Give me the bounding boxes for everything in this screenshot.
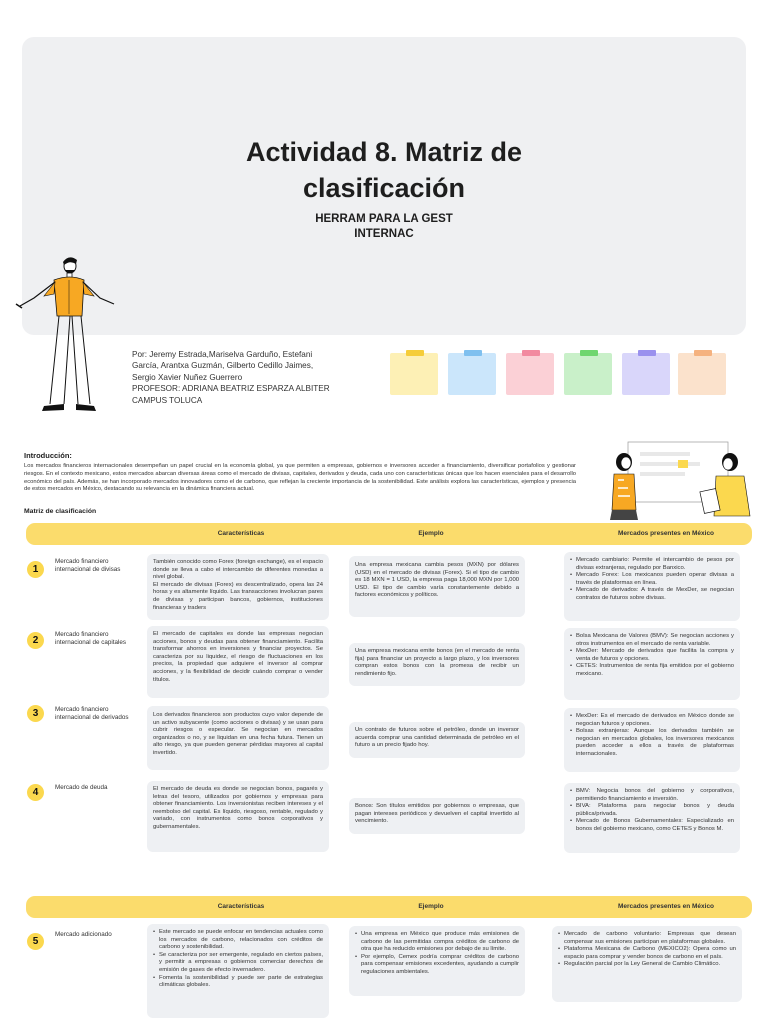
- row-name: Mercado de deuda: [55, 784, 108, 791]
- list-item: • Fomenta la sostenibilidad y puede ser parte de estrategias climáticas globales.: [153, 975, 323, 990]
- cell-caracteristicas: También conocido como Forex (foreign exchange), es el espacio donde se lleva a cabo el intercambio de diferentes monedas a nivel global. El mercado de divisas (Forex) es descentralizado, opera las 24 horas y es altamente líquido. Las transacciones involucran pares de divisas y participan bancos, gobiernos, instituciones financieras y traders: [147, 554, 329, 620]
- list-item: • Mercado cambiario: Permite el intercambio de pesos por divisas extranjeras, regulado por Banxico.: [570, 557, 734, 572]
- row-name: Mercado financiero internacional de derivados: [55, 706, 129, 722]
- standing-man-illustration: [14, 254, 124, 416]
- row-number-badge: 2: [27, 632, 44, 649]
- cell-ejemplo: Una empresa mexicana emite bonos (en el mercado de renta fija) para financiar un proyecto a largo plazo, y los inversores compran estos bonos con la promesa de recibir un rendimiento fijo.: [349, 643, 525, 686]
- list-item: • MexDer: Mercado de derivados que facilita la compra y venta de futuros y opciones.: [570, 648, 734, 663]
- list-item: • Bolsa Mexicana de Valores (BMV): Se negocian acciones y otros instrumentos en el mercado de renta variable.: [570, 633, 734, 648]
- cell-caracteristicas: El mercado de deuda es donde se negocian bonos, pagarés y letras del tesoro, utilizados por gobiernos y empresas para obtener financiamiento. Los inversionistas reciben intereses y el reembolso del capital. Es líquido, riesgoso, rentable, regulado y variado, con instrumentos como bonos corporativos y gubernamentales.: [147, 781, 329, 852]
- page-title: Actividad 8. Matriz de clasificación: [245, 137, 523, 203]
- matrix-header-row: [26, 523, 752, 545]
- cell-ejemplo: [349, 926, 525, 996]
- col-header-caracteristicas: Características: [217, 530, 265, 537]
- cell-mercados: [564, 783, 740, 853]
- cell-mercados: [564, 708, 740, 772]
- list-item: • BIVA: Plataforma para negociar bonos y deuda pública/privada.: [570, 803, 734, 818]
- row-number-badge: 4: [27, 784, 44, 801]
- col-header-caracteristicas: Características: [217, 903, 265, 910]
- sticky-note-blue: [448, 353, 496, 395]
- list-item: • Bolsas extranjeras: Aunque los derivados también se negocian en mercados globales, los inversores mexicanos pueden acceder a ellos a través de plataformas internacionales.: [570, 728, 734, 758]
- col-header-mercados: Mercados presentes en México: [617, 530, 715, 537]
- authors-block: Por: Jeremy Estrada,Mariselva Garduño, Estefani García, Arantxa Guzmán, Gilberto Cedillo Jaimes, Sergio Xavier Nuñez Guerrero PROFESOR: ADRIANA BEATRIZ ESPARZA ALBITER CAMPUS TOLUCA: [132, 350, 330, 405]
- col-header-mercados: Mercados presentes en México: [617, 903, 715, 910]
- list-item: • Mercado de derivados: A través de MexDer, se negocian contratos de futuros sobre divisas.: [570, 587, 734, 602]
- sticky-note-green: [564, 353, 612, 395]
- people-whiteboard-illustration: [602, 440, 760, 524]
- list-item: • Mercado de Bonos Gubernamentales: Especializado en bonos del gobierno mexicano, como CETES y Bonos M.: [570, 818, 734, 833]
- cell-caracteristicas: El mercado de capitales es donde las empresas negocian acciones, bonos y deudas para obtener financiamiento. Facilita transformar ahorros en inversiones y financiar proyectos. Se caracteriza por su liquidez, el riesgo de fluctuaciones en los precios, la propiedad que adquiere el inversor al comprar acciones, y la flexibilidad de decidir cuándo comprar o vender títulos.: [147, 626, 329, 698]
- col-header-ejemplo: Ejemplo: [418, 530, 444, 537]
- list-item: • Plataforma Mexicana de Carbono (MEXICO2): Opera como un espacio para comprar y vender bonos de carbono en el país.: [558, 946, 736, 961]
- cell-caracteristicas: [147, 924, 329, 1018]
- list-item: • BMV: Negocia bonos del gobierno y corporativos, permitiendo financiamiento e inversión.: [570, 788, 734, 803]
- sticky-note-peach: [678, 353, 726, 395]
- sticky-note-yellow: [390, 353, 438, 395]
- row-number-badge: 1: [27, 561, 44, 578]
- col-header-ejemplo: Ejemplo: [418, 903, 444, 910]
- list-item: • Este mercado se puede enfocar en tendencias actuales como los mercados de carbono, relacionados con créditos de carbono y sostenibilidad.: [153, 929, 323, 952]
- intro-heading: Introducción:: [24, 451, 72, 460]
- cell-mercados: [552, 926, 742, 1002]
- sticky-note-purple: [622, 353, 670, 395]
- list-item: • CETES: Instrumentos de renta fija emitidos por el gobierno mexicano.: [570, 663, 734, 678]
- list-item: • Una empresa en México que produce más emisiones de carbono de las permitidas compra créditos de carbono de otra que ha reducido emisiones por debajo de su límite.: [355, 931, 519, 954]
- sticky-note-pink: [506, 353, 554, 395]
- page-subtitle: HERRAM PARA LA GEST INTERNAC: [315, 213, 453, 240]
- row-name: Mercado adicionado: [55, 931, 112, 938]
- list-item: • Por ejemplo, Cemex podría comprar créditos de carbono para compensar emisiones excedentes, ayudando a cumplir regulaciones ambientales.: [355, 954, 519, 977]
- list-item: • Regulación parcial por la Ley General de Cambio Climático.: [558, 961, 736, 969]
- matrix-header-row: [26, 896, 752, 918]
- row-name: Mercado financiero internacional de divisas: [55, 558, 121, 574]
- cell-ejemplo: Una empresa mexicana cambia pesos (MXN) por dólares (USD) en el mercado de divisas (Forex). Si el tipo de cambio es 18 MXN = 1 USD, la empresa paga 18,000 MXN por 1,000 USD. El tipo de cambio varía constantemente debido a factores económicos y políticos.: [349, 556, 525, 617]
- row-number-badge: 3: [27, 705, 44, 722]
- cell-mercados: [564, 628, 740, 700]
- row-number-badge: 5: [27, 933, 44, 950]
- cell-caracteristicas: Los derivados financieros son productos cuyo valor depende de un activo subyacente (como acciones o divisas) y se usan para cubrir riesgos o especular. Se negocian en mercados organizados o no, y se liquidan en una fecha futura. Tienen un alto riesgo, ya que pueden generar pérdidas mayores al capital invertido.: [147, 706, 329, 770]
- list-item: • Se caracteriza por ser emergente, regulado en ciertos países, y permitir a empresas o gobiernos comerciar derechos de emisión de gases de efecto invernadero.: [153, 952, 323, 975]
- list-item: • Mercado Forex: Los mexicanos pueden operar divisas a través de plataformas en línea.: [570, 572, 734, 587]
- row-name: Mercado financiero internacional de capitales: [55, 631, 127, 647]
- list-item: • Mercado de carbono voluntario: Empresas que desean compensar sus emisiones participan en plataformas globales.: [558, 931, 736, 946]
- sticky-notes: [388, 349, 728, 397]
- cell-ejemplo: Bonos: Son títulos emitidos por gobiernos o empresas, que pagan intereses periódicos y devuelven el capital invertido al vencimiento.: [349, 798, 525, 834]
- matrix-heading: Matriz de clasificación: [24, 508, 97, 515]
- cell-mercados: [564, 552, 740, 621]
- intro-text: Los mercados financieros internacionales desempeñan un papel crucial en la economía global, ya que permiten a empresas, gobiernos e inversores acceder a financiamiento, diversificar portafolios y gestionar riesgos. En el contexto mexicano, estos mercados abarcan diversas áreas como el mercado de divisas, capitales, derivados y deuda, cada uno con características únicas que los hacen esenciales para el desarrollo económico del país. Además, se han incorporado mercados innovadores como el de carbono, que reflejan la creciente importancia de la sostenibilidad. Este análisis explora las características, ejemplos y presencia de estos mercados en México, destacando su relevancia en la dinámica financiera actual.: [24, 463, 576, 493]
- cell-ejemplo: Un contrato de futuros sobre el petróleo, donde un inversor acuerda comprar una cantidad determinada de petróleo en el futuro a un precio fijado hoy.: [349, 722, 525, 758]
- list-item: • MexDer: Es el mercado de derivados en México donde se negocian futuros y opciones.: [570, 713, 734, 728]
